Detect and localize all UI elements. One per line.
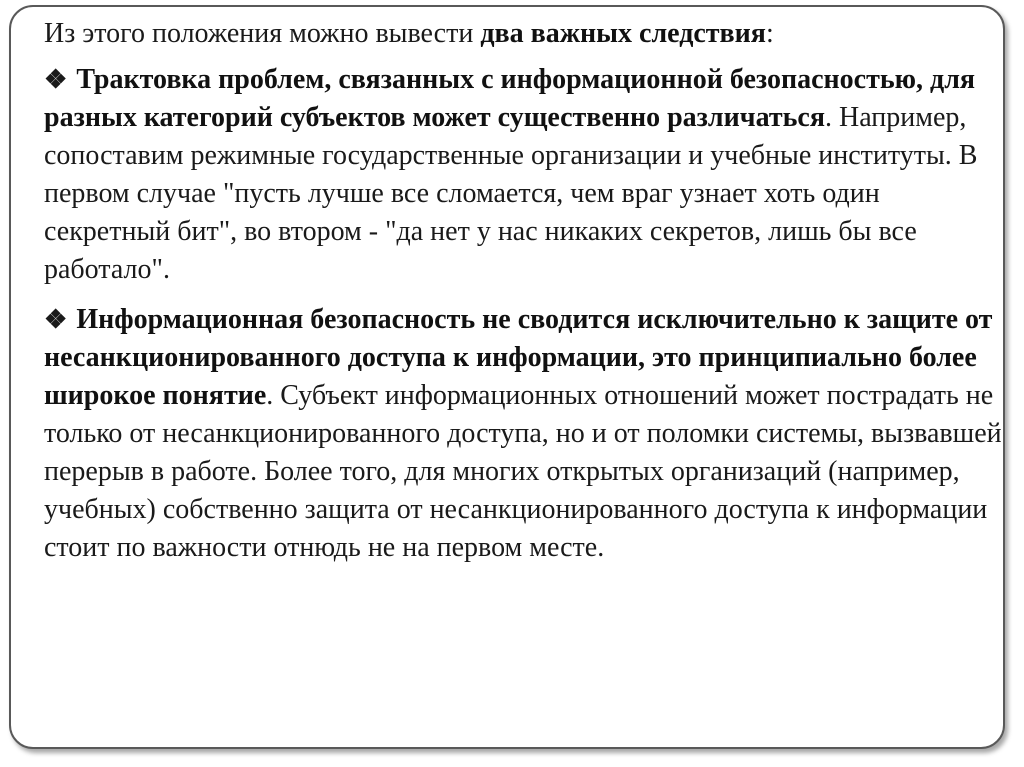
diamond-bullet-icon: ❖ (44, 305, 68, 334)
slide-content (44, 15, 1009, 579)
point-2 (44, 301, 1009, 567)
point-1 (44, 61, 1009, 289)
point-2-bold-text: Информационная безопасность не сводится исключительно к защите от несанкционированного доступа к информации, это принципиально более широкое понятие (44, 304, 993, 411)
point-1-text: . Например, сопоставим режимные государственные организации и учебные институты. В первом случае "пусть лучше все сломается, чем враг узнает хоть один секретный бит", во втором - "да нет у нас никаких секретов, лишь бы все работало". (44, 102, 978, 285)
intro-bold-text: два важных следствия (480, 18, 766, 49)
point-1-bold-text: Трактовка проблем, связанных с информационной безопасностью, для разных категорий субъектов может существенно различаться (44, 64, 976, 133)
point-2-text: . Субъект информационных отношений может пострадать не только от несанкционированного доступа, но и от поломки системы, вызвавшей перерыв в работе. Более того, для многих открытых организаций (например, учебных) собственно защита от несанкционированного доступа к информации стоит по важности отнюдь не на первом месте. (44, 380, 1002, 563)
intro-line (44, 15, 1009, 53)
slide-frame (9, 5, 1005, 749)
diamond-bullet-icon: ❖ (44, 65, 68, 94)
intro-tail: : (765, 18, 774, 49)
intro-text: Из этого положения можно вывести (44, 18, 481, 49)
